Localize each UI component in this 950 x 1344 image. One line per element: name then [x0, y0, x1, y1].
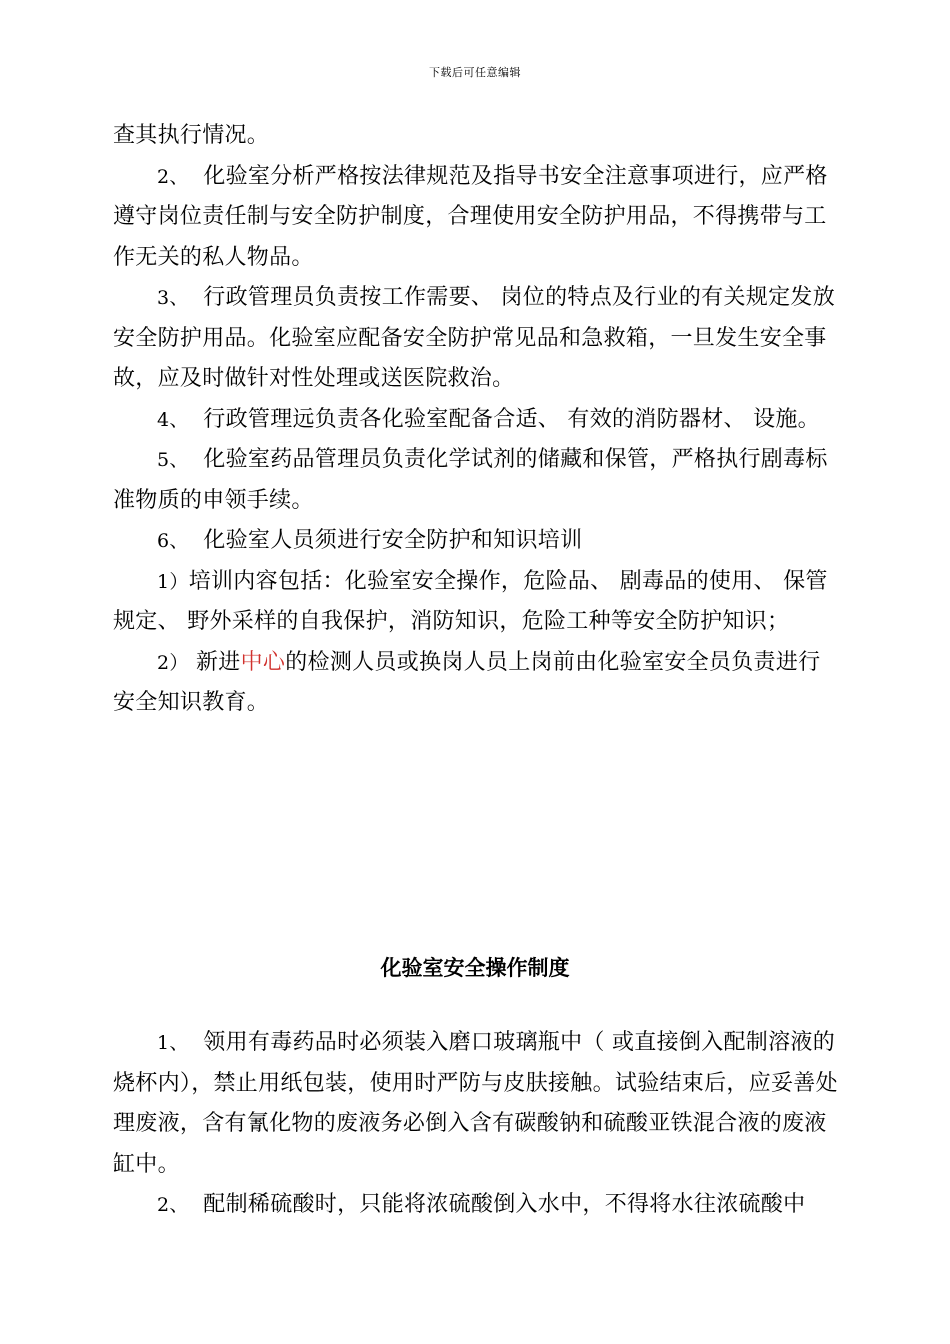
paragraph-text: 化验室人员须进行安全防护和知识培训: [203, 528, 583, 553]
paragraph-text: 新进: [196, 649, 241, 675]
rule-1: [113, 1023, 841, 1185]
paragraph-text: 化验室分析严格按法律规范及指导书安全注意事项进行，应严格遵守岗位责任制与安全防护制度，合理使用安全防护用品，不得携带与工作无关的私人物品。: [113, 163, 828, 270]
item-number: 2、: [157, 1194, 189, 1216]
section-title: 化验室安全操作制度: [380, 956, 570, 980]
highlighted-text: 中心: [240, 649, 286, 675]
sub-item-1: [113, 562, 841, 643]
paragraph-text: 化验室药品管理员负责化学试剂的储藏和保管，严格执行剧毒标准物质的申领手续。: [113, 447, 828, 513]
paragraph-5: [113, 440, 841, 521]
paragraph-text: 行政管理远负责各化验室配备合适、 有效的消防器材、 设施。: [203, 406, 820, 432]
sub-item-2: [113, 643, 841, 724]
paragraph-text: 的检测人员或换岗人员上岗前由化验室安全员负责进行安全知识教育。: [113, 649, 821, 715]
rule-2: [113, 1185, 841, 1226]
paragraph-4: [113, 400, 841, 441]
item-number: 2、: [157, 165, 189, 188]
paragraph-text: 配制稀硫酸时，只能将浓硫酸倒入水中，不得将水往浓硫酸中: [203, 1192, 806, 1217]
regulation-body: [113, 116, 841, 724]
operation-rules-body: [113, 1023, 841, 1226]
item-number: 1）: [157, 570, 189, 593]
item-number: 3、: [157, 287, 189, 309]
item-number: 5、: [157, 449, 189, 471]
paragraph-continuation: 查其执行情况。: [113, 123, 270, 148]
paragraph-text: 培训内容包括：化验室安全操作，危险品、 剧毒品的使用、 保管规定、 野外采样的自我保护，消防知识，危险工种等安全防护知识；: [113, 568, 828, 634]
item-number: 4、: [157, 408, 189, 431]
item-number: 1、: [157, 1032, 189, 1054]
paragraph-2: [113, 157, 841, 279]
paragraph-6: [113, 521, 841, 562]
paragraph-text: 领用有毒药品时必须装入磨口玻璃瓶中（ 或直接倒入配制溶液的烧杯内），禁止用纸包装，使用时严防与皮肤接触。试验结束后，应妥善处理废液，含有氰化物的废液务必倒入含有碳酸钠和硫酸亚铁混合液的废液缸中。: [113, 1030, 838, 1177]
page-header: 下载后可任意编辑: [429, 66, 521, 79]
item-number: 6、: [157, 530, 189, 552]
paragraph-text: 行政管理员负责按工作需要、 岗位的特点及行业的有关规定发放安全防护用品。化验室应配备安全防护常见品和急救箱，一旦发生安全事故，应及时做针对性处理或送医院救治。: [113, 285, 835, 391]
item-number: 2）: [157, 651, 189, 674]
paragraph-3: [113, 278, 841, 400]
